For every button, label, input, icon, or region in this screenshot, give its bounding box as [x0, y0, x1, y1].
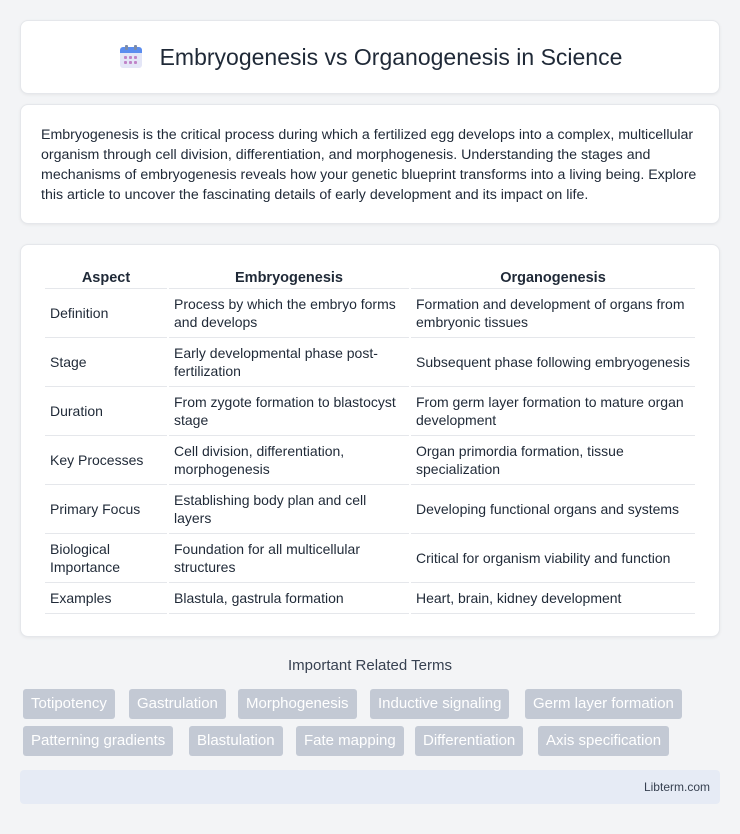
table-row [45, 387, 695, 436]
table-cell: Cell division, differentiation, morphogenesis [169, 436, 409, 485]
page-title: Embryogenesis vs Organogenesis in Science [159, 43, 623, 70]
table-cell: Duration [45, 387, 167, 436]
tag-patterning-gradients[interactable]: Patterning gradients [23, 726, 173, 756]
table-cell: Examples [45, 583, 167, 614]
tag-gastrulation[interactable]: Gastrulation [129, 689, 226, 719]
calendar-icon [118, 44, 144, 70]
table-cell: Definition [45, 289, 167, 338]
column-header-aspect: Aspect [45, 265, 167, 289]
column-header-organogenesis: Organogenesis [411, 265, 695, 289]
footer [20, 770, 720, 804]
table-cell: Stage [45, 338, 167, 387]
tag-inductive-signaling[interactable]: Inductive signaling [370, 689, 509, 719]
tag-totipotency[interactable]: Totipotency [23, 689, 115, 719]
comparison-table [43, 265, 697, 614]
table-row [45, 436, 695, 485]
intro-card [20, 104, 720, 224]
table-cell: Organ primordia formation, tissue specialization [411, 436, 695, 485]
table-cell: Developing functional organs and systems [411, 485, 695, 534]
table-cell: Formation and development of organs from embryonic tissues [411, 289, 695, 338]
tag-morphogenesis[interactable]: Morphogenesis [238, 689, 357, 719]
table-row [45, 289, 695, 338]
table-cell: Early developmental phase post-fertilization [169, 338, 409, 387]
table-row [45, 485, 695, 534]
tag-germ-layer-formation[interactable]: Germ layer formation [525, 689, 682, 719]
related-terms-title: Important Related Terms [288, 657, 452, 674]
table-row [45, 583, 695, 614]
table-row [45, 338, 695, 387]
table-cell: Biological Importance [45, 534, 167, 583]
intro-text: Embryogenesis is the critical process during which a fertilized egg develops into a complex, multicellular organism through cell division, differentiation, and morphogenesis. Understanding the stages and mechanisms of embryogenesis reveals how your genetic blueprint transforms into a living being. Explore this article to uncover the fascinating details of early development and its impact on life. [41, 127, 697, 203]
table-row [45, 534, 695, 583]
footer-site-link[interactable]: Libterm.com [643, 780, 710, 794]
table-cell: Process by which the embryo forms and develops [169, 289, 409, 338]
comparison-table-card [20, 244, 720, 637]
table-cell: Blastula, gastrula formation [169, 583, 409, 614]
table-cell: Heart, brain, kidney development [411, 583, 695, 614]
table-cell: Critical for organism viability and function [411, 534, 695, 583]
table-cell: Primary Focus [45, 485, 167, 534]
table-cell: Foundation for all multicellular structures [169, 534, 409, 583]
table-cell: From germ layer formation to mature organ development [411, 387, 695, 436]
header-card [20, 20, 720, 94]
table-cell: Establishing body plan and cell layers [169, 485, 409, 534]
column-header-embryogenesis: Embryogenesis [169, 265, 409, 289]
table-cell: Key Processes [45, 436, 167, 485]
tag-axis-specification[interactable]: Axis specification [538, 726, 669, 756]
tag-blastulation[interactable]: Blastulation [189, 726, 283, 756]
table-cell: Subsequent phase following embryogenesis [411, 338, 695, 387]
tag-differentiation[interactable]: Differentiation [415, 726, 523, 756]
table-cell: From zygote formation to blastocyst stage [169, 387, 409, 436]
tag-fate-mapping[interactable]: Fate mapping [296, 726, 404, 756]
